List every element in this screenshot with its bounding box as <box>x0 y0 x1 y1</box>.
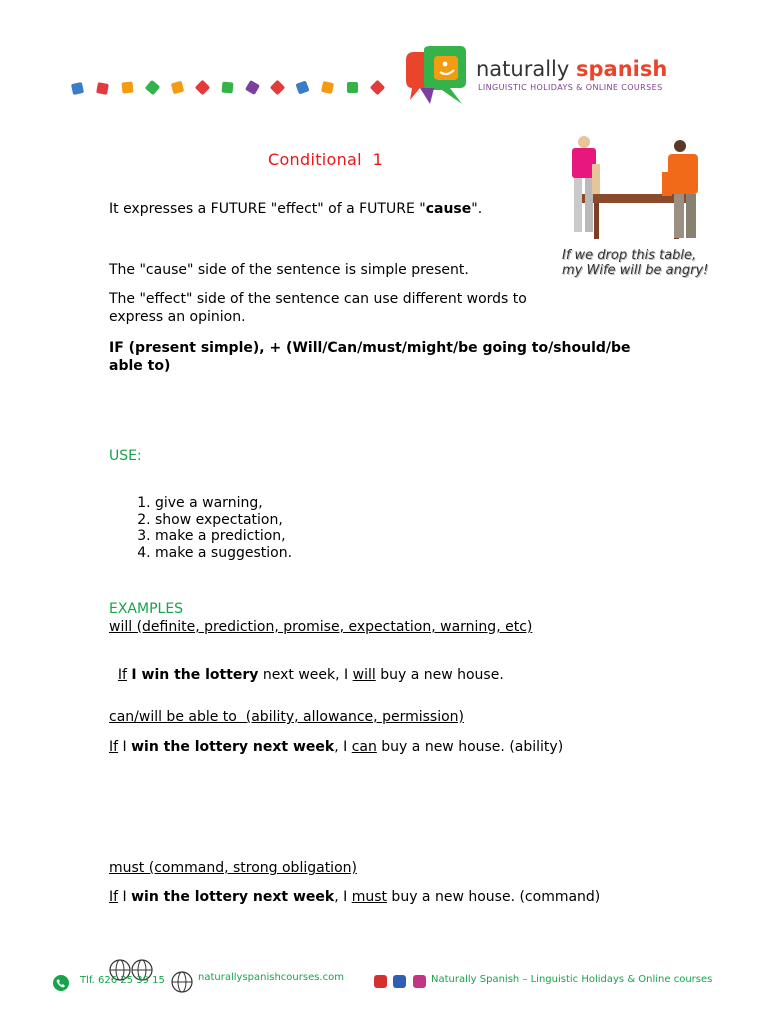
decor-square <box>270 80 286 96</box>
examples-heading: EXAMPLES <box>109 601 184 617</box>
must-example <box>109 888 600 906</box>
example-end: buy a new house. <box>375 667 504 683</box>
pinterest-icon[interactable] <box>374 975 387 988</box>
use-heading: USE: <box>109 448 142 464</box>
cause-line: The "cause" side of the sentence is simple present. <box>109 262 469 278</box>
decor-square <box>347 82 358 93</box>
intro-text: It expresses a FUTURE "effect" of a FUTURE " <box>109 201 426 217</box>
will-example <box>109 648 504 684</box>
list-item: 1. give a warning, <box>155 495 509 512</box>
modal-word: can <box>351 739 377 755</box>
will-label: will (definite, prediction, promise, expectation, warning, etc) <box>109 619 533 635</box>
footer-website[interactable]: naturallyspanishcourses.com <box>198 972 344 983</box>
intro-line <box>109 200 482 218</box>
list-item: 4. make a suggestion. <box>155 545 509 562</box>
example-bold: I win the lottery <box>131 667 259 683</box>
caption-line-1: If we drop this table, <box>562 248 697 263</box>
effect-line: The "effect" side of the sentence can use different words to express an opinion. <box>109 291 527 325</box>
if-word: If <box>117 667 127 683</box>
brand-tagline: LINGUISTIC HOLIDAYS & ONLINE COURSES <box>478 83 663 92</box>
illustration <box>562 132 714 278</box>
decor-square <box>295 80 309 94</box>
two-men-carrying-table-icon <box>562 132 712 244</box>
example-bold: win the lottery next week <box>131 739 335 755</box>
decor-square <box>321 81 334 94</box>
instagram-icon[interactable] <box>413 975 426 988</box>
footer-tagline: Naturally Spanish – Linguistic Holidays & Online courses <box>431 974 713 985</box>
intro-cause-word: cause <box>425 201 472 217</box>
facebook-icon[interactable] <box>393 975 406 988</box>
decor-square <box>71 82 84 95</box>
www-icon <box>170 970 194 998</box>
decor-square <box>96 82 109 95</box>
decor-square <box>245 80 260 95</box>
intro-text-end: ". <box>471 201 483 217</box>
phone-icon <box>53 975 69 991</box>
can-label: can/will be able to (ability, allowance, permission) <box>109 709 464 725</box>
speech-bubbles-icon <box>400 46 474 108</box>
brand-name <box>476 57 667 81</box>
brand-name-accent: spanish <box>576 57 668 81</box>
must-label: must (command, strong obligation) <box>109 860 357 876</box>
brand-logo <box>400 46 474 112</box>
caption-line-2: my Wife will be angry! <box>562 263 709 278</box>
modal-word: will <box>352 667 376 683</box>
example-mid: , I <box>334 889 352 905</box>
can-example <box>109 738 563 756</box>
example-bold: win the lottery next week <box>131 889 335 905</box>
decor-square <box>171 81 184 94</box>
brand-name-main: naturally <box>476 57 570 81</box>
example-mid: next week, I <box>258 667 353 683</box>
formula-line: IF (present simple), + (Will/Can/must/might/be going to/should/be able to) <box>109 340 631 374</box>
decor-square <box>121 81 133 93</box>
use-list <box>109 495 509 561</box>
page-title: Conditional 1 <box>268 150 384 169</box>
example-end: buy a new house. (command) <box>386 889 601 905</box>
example-mid: , I <box>334 739 352 755</box>
example-end: buy a new house. (ability) <box>376 739 564 755</box>
illustration-caption <box>562 248 714 278</box>
decor-square <box>370 80 386 96</box>
list-item: 2. show expectation, <box>155 512 509 529</box>
list-item: 3. make a prediction, <box>155 528 509 545</box>
if-word: If <box>109 739 119 755</box>
footer-phone: Tlf. 626 25 39 15 <box>80 975 165 986</box>
decor-square <box>222 82 234 94</box>
decor-square <box>195 80 211 96</box>
if-word: If <box>109 889 119 905</box>
social-icons <box>374 973 426 989</box>
example-pre: I <box>118 739 132 755</box>
decor-square <box>145 80 160 95</box>
example-pre: I <box>118 889 132 905</box>
modal-word: must <box>351 889 387 905</box>
